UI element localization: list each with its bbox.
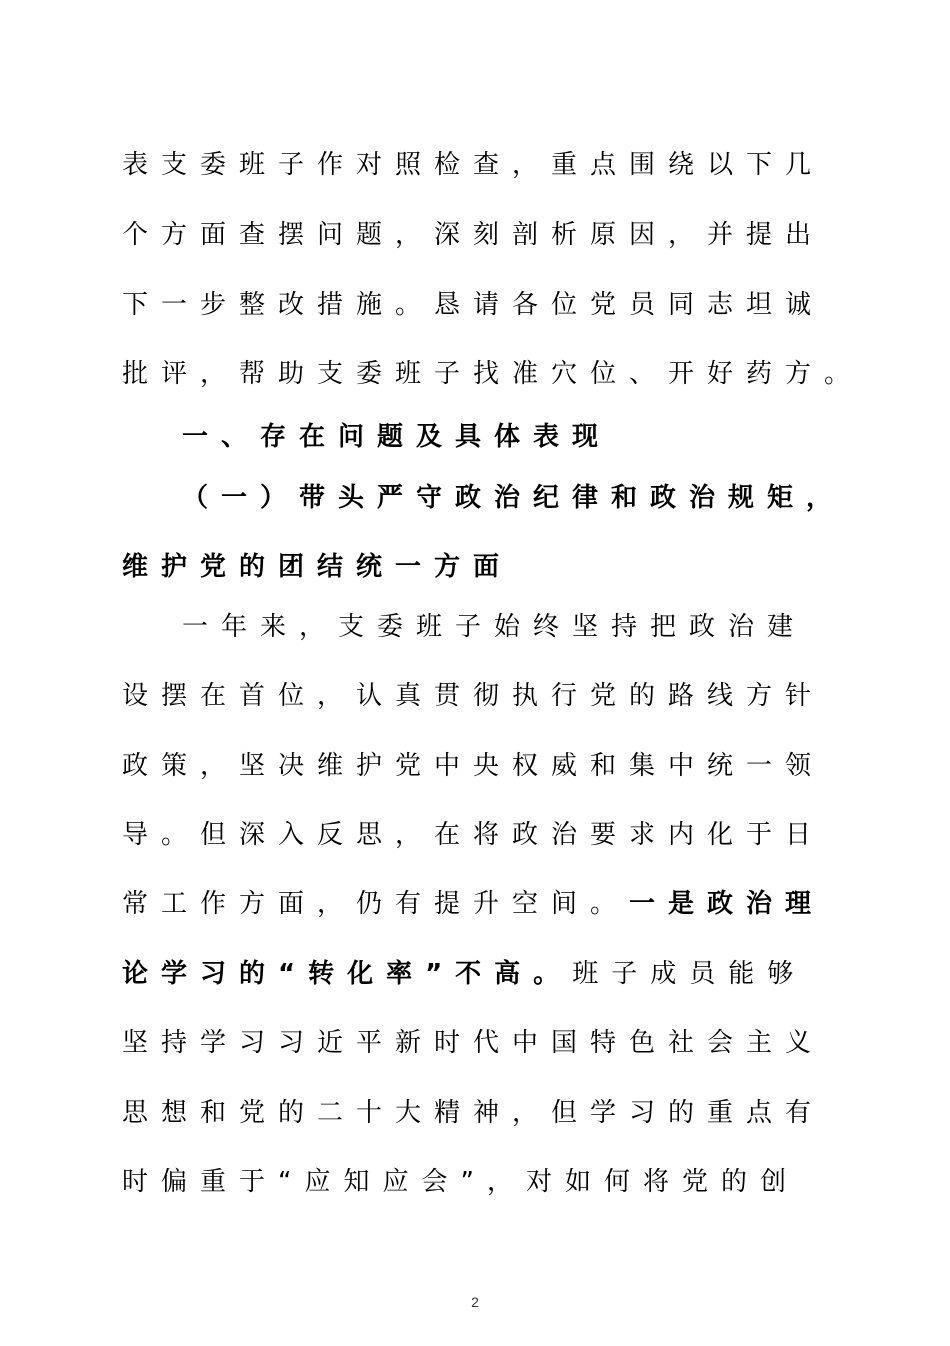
subsection-heading-continued: 维护党的团结统一方面: [122, 552, 513, 582]
subsection-heading: （一）带头严守政治纪律和政治规矩，: [182, 483, 846, 513]
body-line: 个方面查摆问题，深刻剖析原因，并提出: [122, 220, 825, 250]
section-heading: 一、存在问题及具体表现: [182, 422, 612, 452]
body-line: 一年来，支委班子始终坚持把政治建: [182, 612, 807, 642]
body-line: 思想和党的二十大精神，但学习的重点有: [122, 1098, 825, 1128]
body-line: 表支委班子作对照检查，重点围绕以下几: [122, 150, 825, 180]
body-line: 论学习的“转化率”不高。班子成员能够: [122, 959, 807, 989]
body-line: 时偏重于“应知应会”，对如何将党的创: [122, 1167, 799, 1197]
page-number: 2: [471, 1294, 479, 1310]
body-line: 导。但深入反思，在将政治要求内化于日: [122, 820, 825, 850]
bold-point: 论学习的“转化率”不高。: [122, 959, 573, 989]
body-line: 坚持学习习近平新时代中国特色社会主义: [122, 1028, 825, 1058]
body-line: 批评，帮助支委班子找准穴位、开好药方。: [122, 359, 864, 389]
body-line: 下一步整改措施。恳请各位党员同志坦诚: [122, 290, 825, 320]
body-line: 常工作方面，仍有提升空间。一是政治理: [122, 889, 825, 919]
bold-point: 一是政治理: [629, 889, 825, 919]
body-line: 设摆在首位，认真贯彻执行党的路线方针: [122, 681, 825, 711]
body-line: 政策，坚决维护党中央权威和集中统一领: [122, 751, 825, 781]
